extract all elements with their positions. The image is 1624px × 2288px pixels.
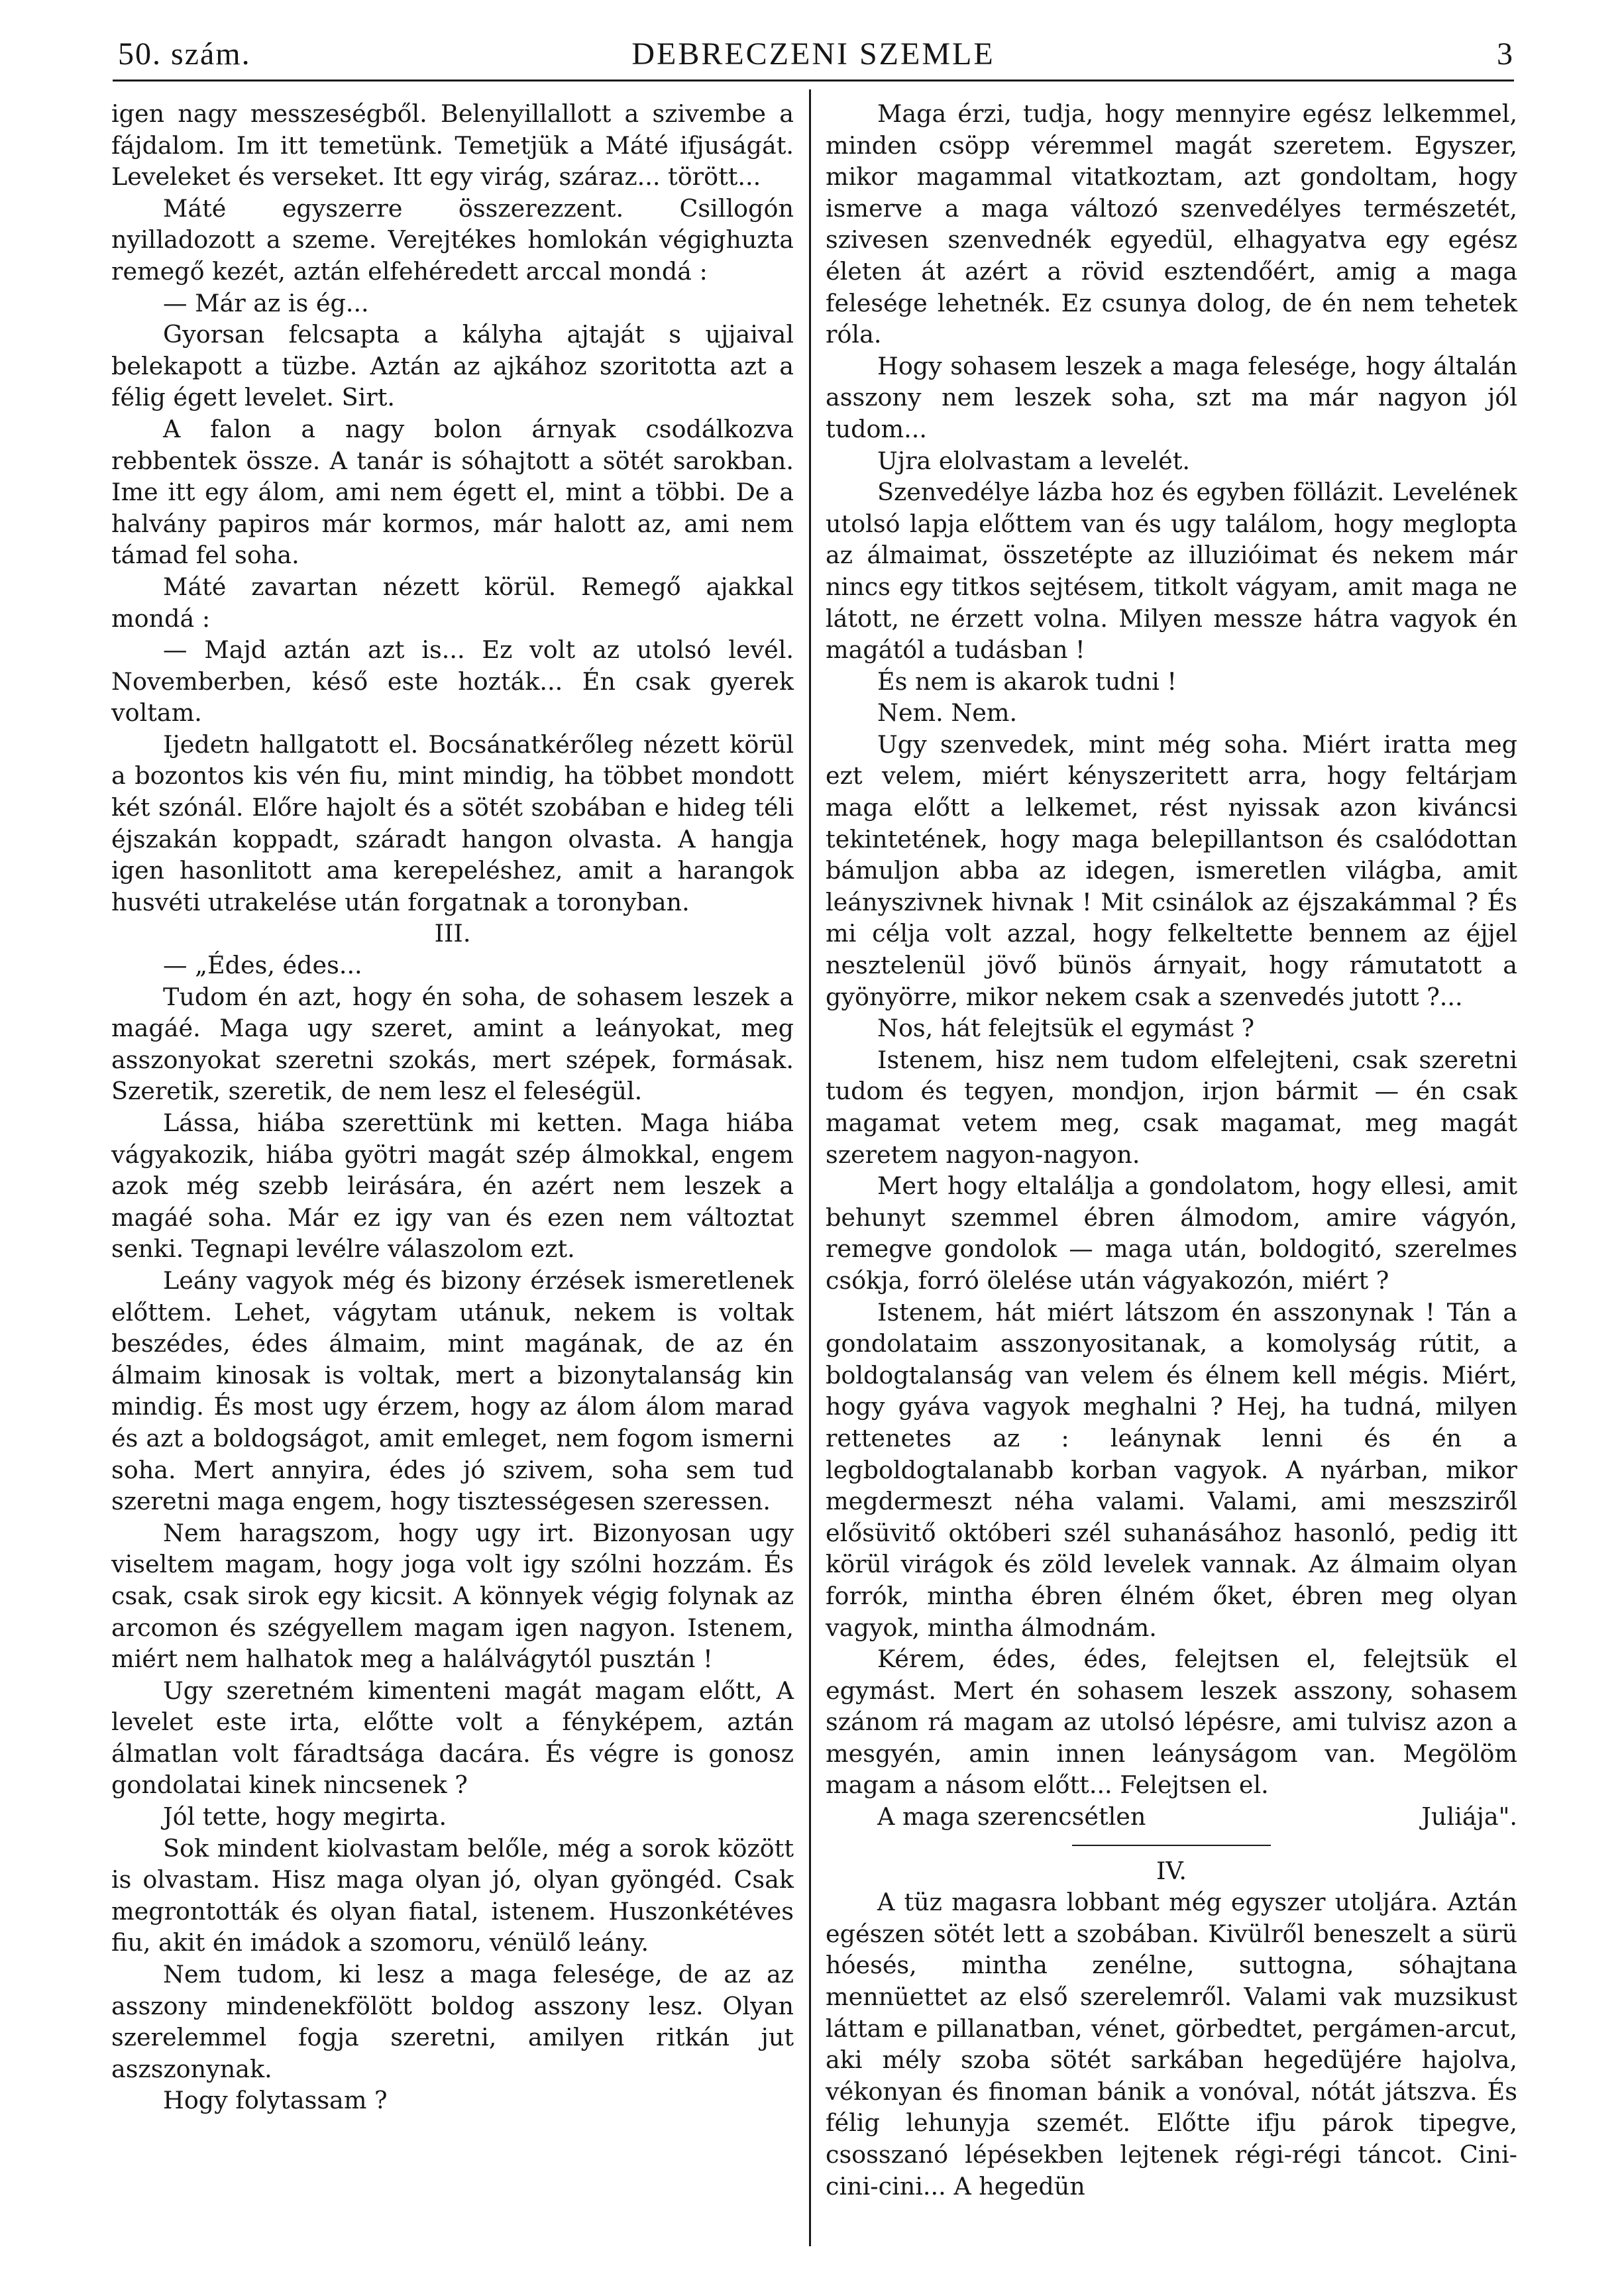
paragraph: Máté zavartan nézett körül. Remegő ajakkal mondá :	[111, 572, 794, 633]
paragraph: Istenem, hát miért látszom én asszonynak ! Tán a gondolataim asszonyositanak, a komolyság rútit, a boldogtalanság van velem és élnem kell mégis. Miért, hogy gyáva vagyok meghalni ? Hej, ha tudná, milyen rettenetes az : leánynak lenni és én a legboldogtalanabb korban vagyok. A nyárban, mikor megdermeszt néha valami. Valami, ami meszsziről elősüvitő októberi szél suhanásához hasonló, pedig itt körül virágok és zöld levelek vannak. Az álmaim olyan forrók, mintha ébren élném őket, ébren meg olyan vagyok, mintha álmodnám.	[826, 1297, 1517, 1642]
paragraph: A tüz magasra lobbant még egyszer utoljára. Aztán egészen sötét lett a szobában. Kivülről beneszelt a sürü hóesés, mintha zenélne, suttogna, sóhajtana mennüettet az első szerelemről. Valami vak muzsikust láttam e pillanatban, vénet, görbedtet, pergámen-arcut, aki mély szoba sötét sarkában hegedüjére hajolva, vékonyan és finoman bánik a vonóval, nótát játszva. És félig lehunyja szemét. Előtte ifju párok tipegve, csosszanó lépésekben lejtenek régi-régi táncot. Cini-cini-cini... A hegedün	[826, 1888, 1517, 2201]
paragraph: Sok mindent kiolvastam belőle, még a sorok között is olvastam. Hisz maga olyan jó, olyan gyöngéd. Csak megrontották és olyan fiatal, istenem. Huszonkétéves fiu, akit én imádok a szomoru, vénülő leány.	[111, 1833, 794, 1957]
section-heading: IV.	[1156, 1856, 1187, 1885]
paragraph: Nem. Nem.	[877, 698, 1018, 728]
paragraph: A falon a nagy bolon árnyak csodálkozva rebbentek össze. A tanár is sóhajtott a sötét sarokban. Ime itt egy álom, ami nem égett el, mint a többi. De a halvány papiros már kormos, már halott az, ami nem támad fel soha.	[111, 414, 794, 570]
paragraph: Lássa, hiába szerettünk mi ketten. Maga hiába vágyakozik, hiába gyötri magát szép álmokkal, engem azok még szebb leirására, én azért nem leszek a magáé soha. Már ez igy van és ezen nem változtat senki. Tegnapi levélre válaszolom ezt.	[111, 1109, 794, 1264]
paragraph: Szenvedélye lázba hoz és egyben föllázit. Levelének utolsó lapja előttem van és ugy találom, hogy meglopta az álmaimat, összetépte az illuzióimat és nekem már nincs egy titkos sejtésem, titkolt vágyam, amit maga ne látott, ne érzett volna. Milyen messze hátra vagyok én magától a tudásban !	[826, 478, 1517, 665]
paragraph: Ijedetn hallgatott el. Bocsánatkérőleg nézett körül a bozontos kis vén fiu, mint mindig, ha többet mondott két szónál. Előre hajolt és a sötét szobában e hideg téli éjszakán koppadt, száradt hangon olvasta. A hangja igen hasonlitott ama kerepeléshez, amit a harangok husvéti utrakelése után forgatnak a toronyban.	[111, 730, 794, 916]
paragraph: Hogy folytassam ?	[163, 2086, 388, 2115]
paragraph: Nem tudom, ki lesz a maga felesége, de az az asszony mindenekfölött boldog asszony lesz. Olyan szerelemmel fogja szeretni, amilyen ritkán jut aszszonynak.	[111, 1960, 794, 2083]
paragraph: Nem haragszom, hogy ugy irt. Bizonyosan ugy viseltem magam, hogy joga volt igy szólni hozzám. És csak, csak sirok egy kicsit. A könnyek végig folynak az arcomon és szégyellem magam igen nagyon. Istenem, miért nem halhatok meg a halálvágytól pusztán !	[111, 1518, 794, 1674]
column-divider	[809, 89, 811, 2246]
paragraph: És nem is akarok tudni !	[877, 667, 1177, 696]
page-number: 3	[1497, 36, 1514, 72]
paragraph: Istenem, hisz nem tudom elfelejteni, csak szeretni tudom és tegyen, mondjon, irjon bármit — én csak magamat vetem meg, csak magamat, meg magát szeretem nagyon-nagyon.	[826, 1045, 1517, 1169]
letter-signature	[826, 1801, 1517, 1833]
paragraph: — Már az is ég...	[163, 288, 369, 317]
paragraph: Máté egyszerre összerezzent. Csillogón nyilladozott a szeme. Verejtékes homlokán végighuzta remegő kezét, aztán elfehéredett arccal mondá :	[111, 193, 794, 286]
section-rule	[1072, 1845, 1271, 1846]
paragraph: — Majd aztán azt is... Ez volt az utolsó levél. Novemberben, késő este hozták... Én csak gyerek voltam.	[111, 635, 794, 728]
paragraph: Leány vagyok még és bizony érzések ismeretlenek előttem. Lehet, vágytam utánuk, nekem is voltak beszédes, édes álmaim, mint magának, de az én álmaim kinosak is voltak, mert a bizonytalanság kin mindig. És most ugy érzem, hogy az álom álom marad és azt a boldogságot, amit emleget, nem fogom ismerni soha. Mert annyira, édes jó szivem, soha sem tud szeretni maga engem, hogy tisztességesen szeressen.	[111, 1266, 794, 1516]
issue-number: 50. szám.	[118, 36, 251, 72]
paragraph: Kérem, édes, édes, felejtsen el, felejtsük el egymást. Mert én sohasem leszek asszony, sohasem szánom rá magam az utolsó lépésre, ami tulvisz azon a mesgyén, amin innen leányságom van. Megölöm magam a násom előtt... Felejtsen el.	[826, 1645, 1517, 1800]
paragraph: Mert hogy eltalálja a gondolatom, hogy ellesi, amit behunyt szemmel ébren álmodom, amire vágyón, remegve gondolok — maga után, boldogitó, szerelmes csókja, forró ölelése után vágyakozón, miért ?	[826, 1171, 1517, 1295]
paragraph: Jól tette, hogy megirta.	[163, 1802, 447, 1831]
paragraph: Ugy szeretném kimenteni magát magam előtt, A levelet este irta, előtte volt a fényképem, aztán álmatlan volt fáradtsága dacára. És végre is gonosz gondolatai kinek nincsenek ?	[111, 1676, 794, 1800]
left-column	[111, 98, 794, 2116]
paragraph: Hogy sohasem leszek a maga felesége, hogy általán asszony nem leszek soha, szt ma már nagyon jól tudom...	[826, 351, 1517, 443]
paragraph: Nos, hát felejtsük el egymást ?	[877, 1014, 1255, 1043]
paragraph: Ugy szenvedek, mint még soha. Miért iratta meg ezt velem, miért kényszeritett arra, hogy feltárjam maga előtt a lelkemet, rést nyissak azon kiváncsi tekintetének, hogy maga belepillantson és csalódottan bámuljon abba az idegen, ismeretlen világba, amit leányszivnek hivnak ! Mit csinálok az éjszakámmal ? És mi célja volt azzal, hogy felkeltette bennem az éjjel nesztelenül jövő bünös árnyait, hogy rámutatott a gyönyörre, mikor nekem csak a szenvedés jutott ?...	[826, 730, 1517, 1011]
paragraph: Tudom én azt, hogy én soha, de sohasem leszek a magáé. Maga ugy szeret, amint a leányokat, meg asszonyokat szeretni szokás, mert szépek, formásak. Szeretik, szeretik, de nem lesz el feleségül.	[111, 982, 794, 1106]
signature-closing: A maga szerencsétlen	[877, 1802, 1146, 1831]
section-heading: III.	[434, 919, 471, 948]
paragraph: Ujra elolvastam a levelét.	[877, 446, 1190, 475]
header-rule	[113, 80, 1514, 82]
signature-name: Juliája".	[1421, 1802, 1517, 1831]
paragraph: Gyorsan felcsapta a kályha ajtaját s ujjaival belekapott a tüzbe. Aztán az ajkához szoritotta azt a félig égett levelet. Sirt.	[111, 320, 794, 412]
masthead-title: DEBRECZENI SZEMLE	[631, 36, 995, 72]
right-column	[826, 98, 1517, 2202]
paragraph: Maga érzi, tudja, hogy mennyire egész lelkemmel, minden csöpp véremmel magát szeretem. Egyszer, mikor magammal vitatkoztam, azt gondoltam, hogy ismerve a maga változó szenvedélyes természetét, szivesen szenvednék egyedül, elhagyatva egy egész életen át azért a rövid esztendőért, amig a maga felesége lehetnék. Ez csunya dolog, de én nem tehetek róla.	[826, 99, 1517, 349]
paragraph: igen nagy messzeségből. Belenyillallott a szivembe a fájdalom. Im itt temetünk. Temetjük a Máté ifjuságát. Leveleket és verseket. Itt egy virág, száraz... törött...	[111, 99, 794, 191]
paragraph: — „Édes, édes...	[163, 951, 362, 980]
page-header	[113, 27, 1514, 73]
